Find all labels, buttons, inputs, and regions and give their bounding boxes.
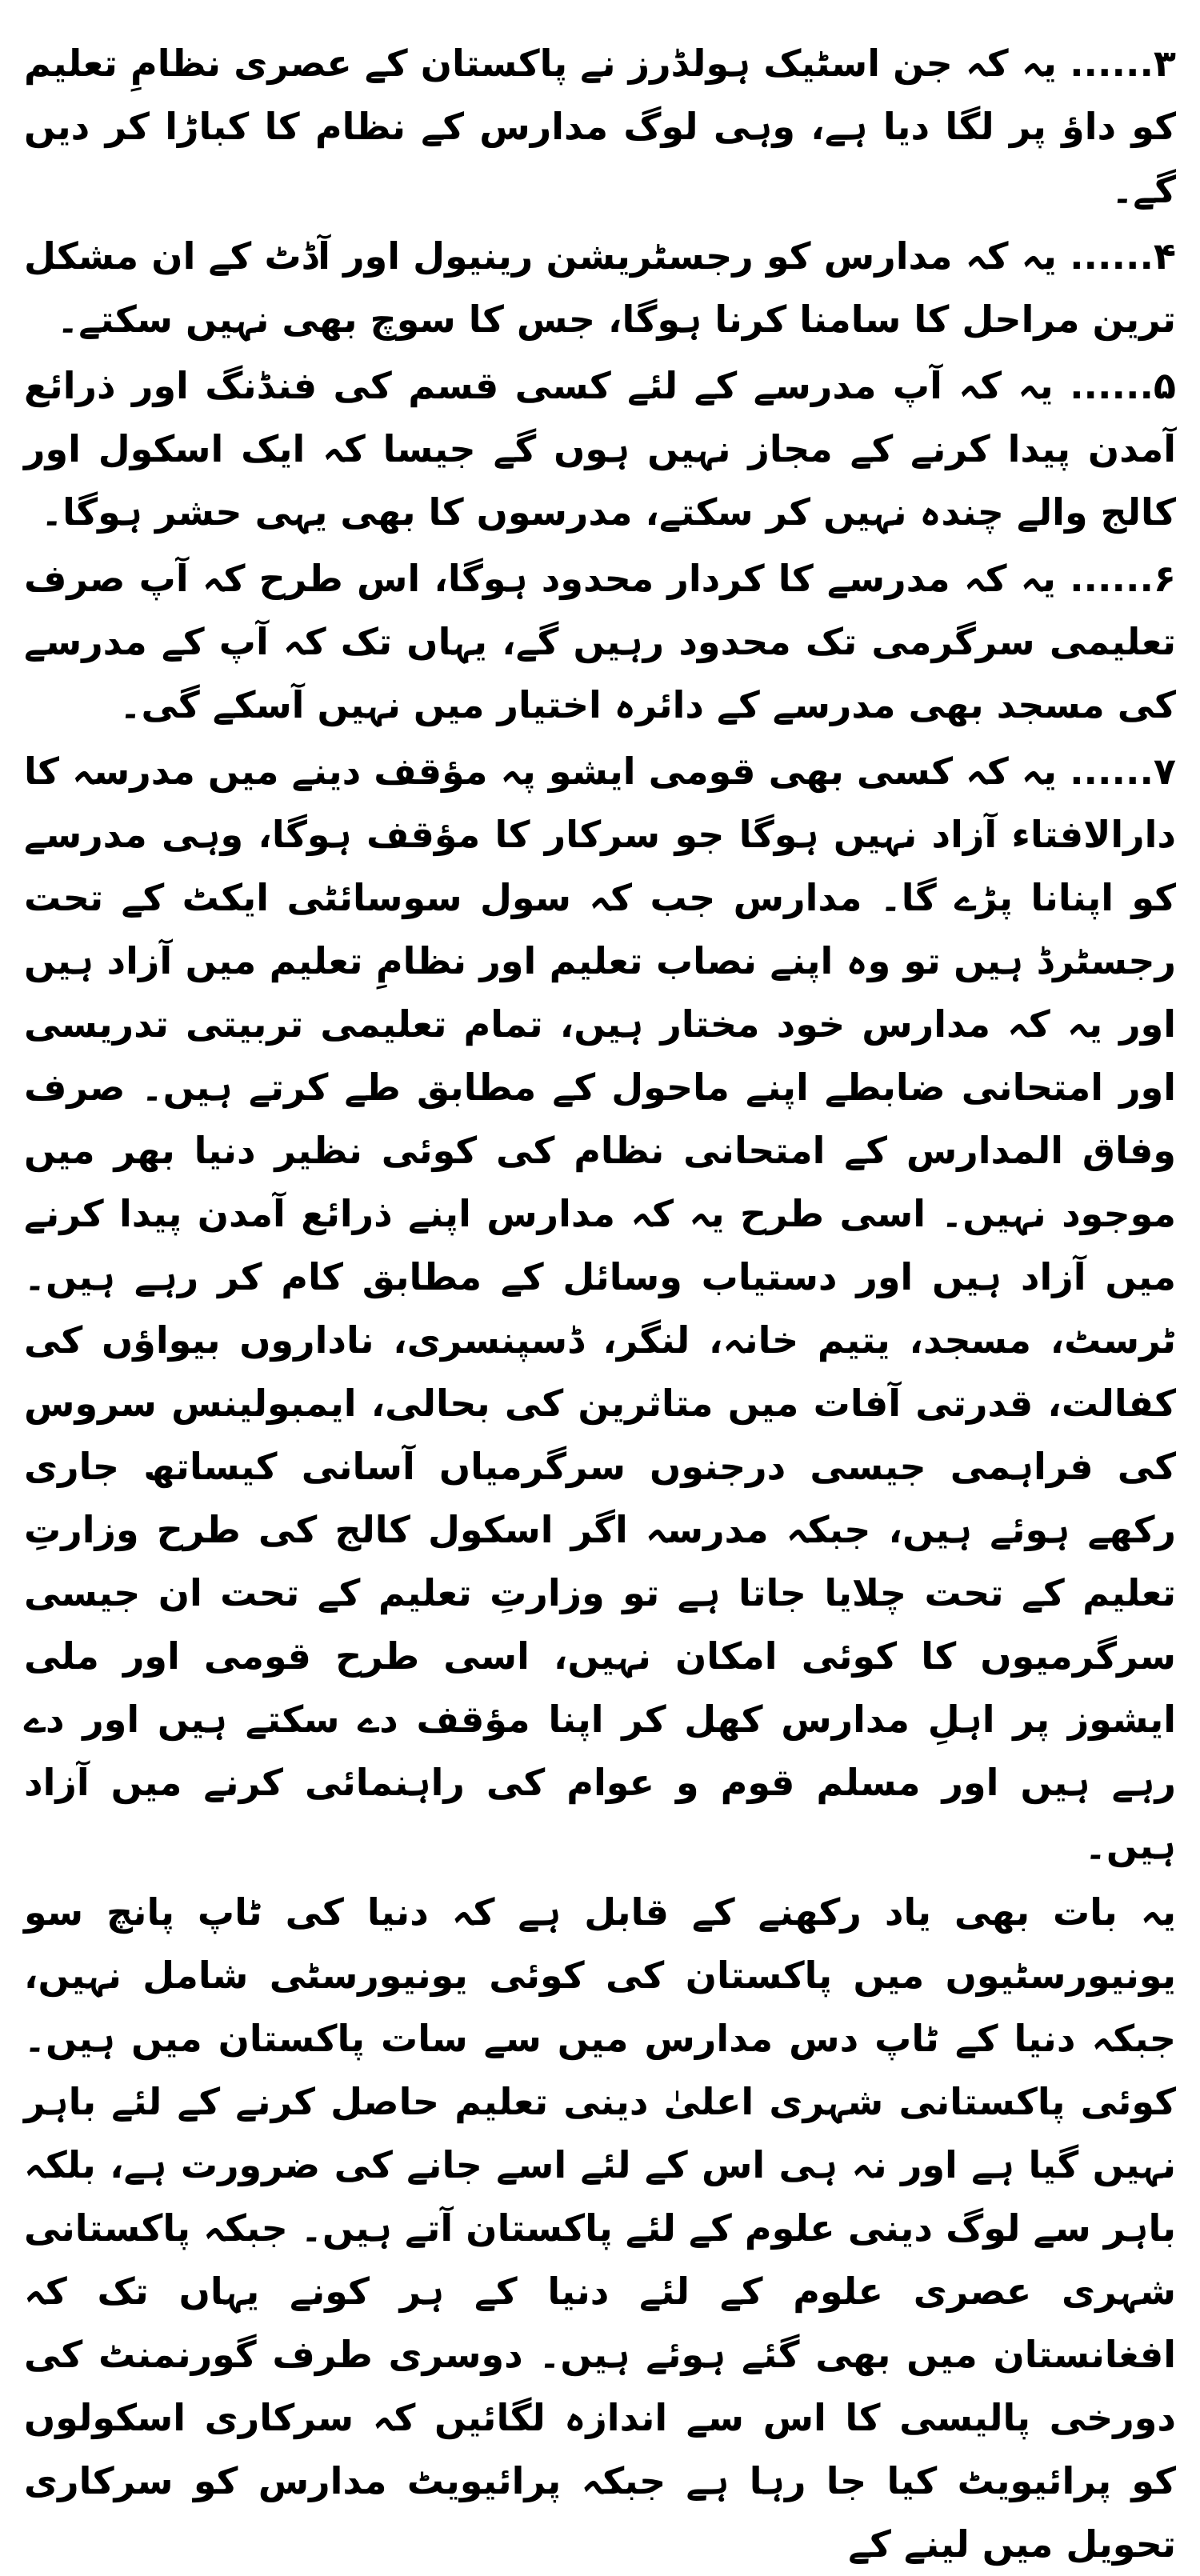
paragraph-point-3: ۳...... یہ کہ جن اسٹیک ہولڈرز نے پاکستان کے عصری نظامِ تعلیم کو داؤ پر لگا دیا ہے، وہی لوگ مدارس کے نظام کا کباڑا کر دیں گے۔ <box>24 42 1176 211</box>
paragraph-point-4: ۴...... یہ کہ مدارس کو رجسٹریشن رینیول اور آڈٹ کے ان مشکل ترین مراحل کا سامنا کرنا ہوگا، جس کا سوچ بھی نہیں سکتے۔ <box>24 234 1176 341</box>
paragraph-point-7: ۷...... یہ کہ کسی بھی قومی ایشو پہ مؤقف دینے میں مدرسہ کا دارالافتاء آزاد نہیں ہوگا جو سرکار کا مؤقف ہوگا، وہی مدرسے کو اپنانا پڑے گا۔ مدارس جب کہ سول سوسائٹی ایکٹ کے تحت رجسٹرڈ ہیں تو وہ اپنے نصاب تعلیم اور نظامِ تعلیم میں آزاد ہیں اور یہ کہ مدارس خود مختار ہیں، تمام تعلیمی تربیتی تدریسی اور امتحانی ضابطے اپنے ماحول کے مطابق طے کرتے ہیں۔ صرف وفاق المدارس کے امتحانی نظام کی کوئی نظیر دنیا بھر میں موجود نہیں۔ اسی طرح یہ کہ مدارس اپنے ذرائع آمدن پیدا کرنے میں آزاد ہیں اور دستیاب وسائل کے مطابق کام کر رہے ہیں۔ ٹرسٹ، مسجد، یتیم خانہ، لنگر، ڈسپنسری، ناداروں بیواؤں کی کفالت، قدرتی آفات میں متاثرین کی بحالی، ایمبولینس سروس کی فراہمی جیسی درجنوں سرگرمیاں آسانی کیساتھ جاری رکھے ہوئے ہیں، جبکہ مدرسہ اگر اسکول کالج کی طرح وزارتِ تعلیم کے تحت چلایا جاتا ہے تو وزارتِ تعلیم کے تحت ان جیسی سرگرمیوں کا کوئی امکان نہیں، اسی طرح قومی اور ملی ایشوز پر اہلِ مدارس کھل کر اپنا مؤقف دے سکتے ہیں اور دے رہے ہیں اور مسلم قوم و عوام کی راہنمائی کرنے میں آزاد ہیں۔ <box>24 750 1176 1867</box>
paragraph-closing: یہ بات بھی یاد رکھنے کے قابل ہے کہ دنیا کی ٹاپ پانچ سو یونیورسٹیوں میں پاکستان کی کوئی یونیورسٹی شامل نہیں، جبکہ دنیا کے ٹاپ دس مدارس میں سے سات پاکستان میں ہیں۔ کوئی پاکستانی شہری اعلیٰ دینی تعلیم حاصل کرنے کے لئے باہر نہیں گیا ہے اور نہ ہی اس کے لئے اسے جانے کی ضرورت ہے، بلکہ باہر سے لوگ دینی علوم کے لئے پاکستان آتے ہیں۔ جبکہ پاکستانی شہری عصری علوم کے لئے دنیا کے ہر کونے یہاں تک کہ افغانستان میں بھی گئے ہوئے ہیں۔ دوسری طرف گورنمنٹ کی دورخی پالیسی کا اس سے اندازہ لگائیں کہ سرکاری اسکولوں کو پرائیویٹ کیا جا رہا ہے جبکہ پرائیویٹ مدارس کو سرکاری تحویل میں لینے کے <box>24 1890 1176 2566</box>
paragraph-point-6: ۶...... یہ کہ مدرسے کا کردار محدود ہوگا، اس طرح کہ آپ صرف تعلیمی سرگرمی تک محدود رہیں گے، یہاں تک کہ آپ کے مدرسے کی مسجد بھی مدرسے کے دائرہ اختیار میں نہیں آسکے گی۔ <box>24 557 1176 726</box>
paragraph-point-5: ۵...... یہ کہ آپ مدرسے کے لئے کسی قسم کی فنڈنگ اور ذرائع آمدن پیدا کرنے کے مجاز نہیں ہوں گے جیسا کہ ایک اسکول اور کالج والے چندہ نہیں کر سکتے، مدرسوں کا بھی یہی حشر ہوگا۔ <box>24 364 1176 534</box>
